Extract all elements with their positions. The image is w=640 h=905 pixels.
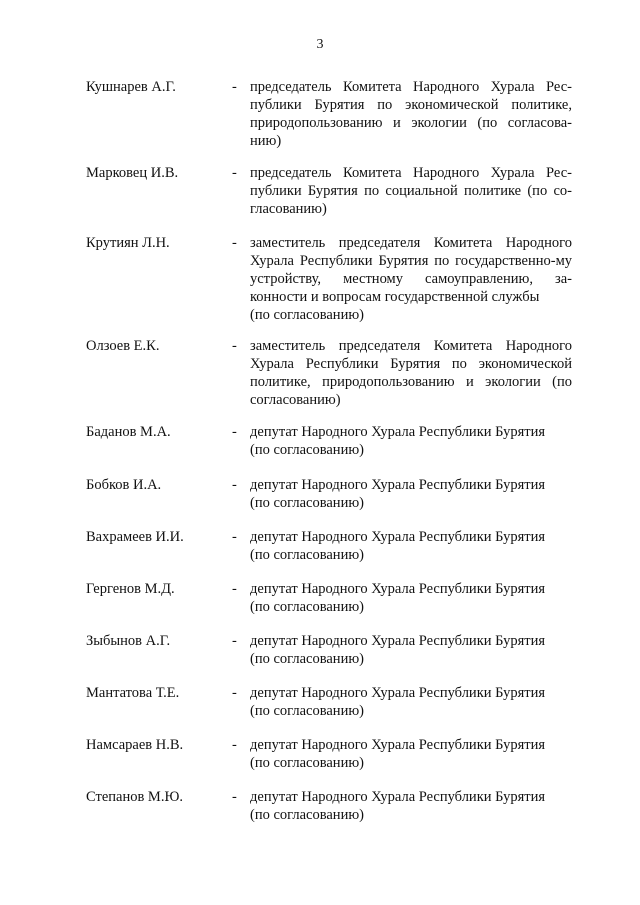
member-name: Зыбынов А.Г.: [86, 633, 171, 649]
dash-separator: -: [232, 165, 237, 181]
member-role: депутат Народного Хурала Республики Бурятия (по согласованию): [250, 632, 572, 668]
role-note: (по согласованию): [250, 547, 364, 563]
member-role: депутат Народного Хурала Республики Бурятия (по согласованию): [250, 476, 572, 512]
member-role: депутат Народного Хурала Республики Бурятия (по согласованию): [250, 528, 572, 564]
role-note: (по согласованию): [250, 651, 364, 667]
role-note: (по согласованию): [250, 495, 364, 511]
member-role: депутат Народного Хурала Республики Бурятия (по согласованию): [250, 788, 572, 824]
dash-separator: -: [232, 685, 237, 701]
list-item: [86, 423, 572, 459]
dash-separator: -: [232, 477, 237, 493]
member-role: заместитель председателя Комитета Народного Хурала Республики Бурятия по экономической политике, природопользованию и экологии (по согласованию): [250, 338, 572, 408]
member-name: Вахрамеев И.И.: [86, 529, 184, 545]
list-item: [86, 337, 572, 409]
list-item: [86, 684, 572, 720]
member-role: депутат Народного Хурала Республики Бурятия (по согласованию): [250, 423, 572, 459]
list-item: [86, 736, 572, 772]
dash-separator: -: [232, 235, 237, 251]
list-item: [86, 580, 572, 616]
list-item: [86, 164, 572, 218]
dash-separator: -: [232, 789, 237, 805]
list-item: [86, 632, 572, 668]
list-item: [86, 78, 572, 150]
dash-separator: -: [232, 737, 237, 753]
member-name: Олзоев Е.К.: [86, 338, 160, 354]
list-item: [86, 476, 572, 512]
dash-separator: -: [232, 633, 237, 649]
member-name: Бобков И.А.: [86, 477, 162, 493]
member-name: Намсараев Н.В.: [86, 737, 184, 753]
list-item: [86, 528, 572, 564]
role-note: (по согласованию): [250, 807, 364, 823]
page-number: 3: [316, 37, 324, 52]
role-note: (по согласованию): [250, 703, 364, 719]
list-item: [86, 788, 572, 824]
member-name: Марковец И.В.: [86, 165, 179, 181]
member-name: Мантатова Т.Е.: [86, 685, 180, 701]
member-role: депутат Народного Хурала Республики Бурятия (по согласованию): [250, 736, 572, 772]
list-item: [86, 234, 572, 324]
role-note: (по согласованию): [250, 599, 364, 615]
member-name: Гергенов М.Д.: [86, 581, 175, 597]
role-note: (по согласованию): [250, 307, 364, 323]
dash-separator: -: [232, 338, 237, 354]
member-role: депутат Народного Хурала Республики Бурятия (по согласованию): [250, 580, 572, 616]
role-note: (по согласованию): [250, 442, 364, 458]
member-name: Крутиян Л.Н.: [86, 235, 170, 251]
member-name: Степанов М.Ю.: [86, 789, 183, 805]
member-role: депутат Народного Хурала Республики Бурятия (по согласованию): [250, 684, 572, 720]
dash-separator: -: [232, 424, 237, 440]
member-role: председатель Комитета Народного Хурала Рес-публики Бурятия по социальной политике (по со-гласованию): [250, 165, 572, 217]
member-role: председатель Комитета Народного Хурала Рес-публики Бурятия по экономической политике, природопользованию и экологии (по согласова-нию): [250, 79, 572, 149]
dash-separator: -: [232, 529, 237, 545]
role-note: (по согласованию): [250, 755, 364, 771]
member-name: Кушнарев А.Г.: [86, 79, 176, 95]
member-role: заместитель председателя Комитета Народного Хурала Республики Бурятия по государственно-му устройству, местному самоуправлению, за-конности и вопросам государственной службы (по согласованию): [250, 235, 572, 323]
member-name: Баданов М.А.: [86, 424, 171, 440]
dash-separator: -: [232, 581, 237, 597]
dash-separator: -: [232, 79, 237, 95]
